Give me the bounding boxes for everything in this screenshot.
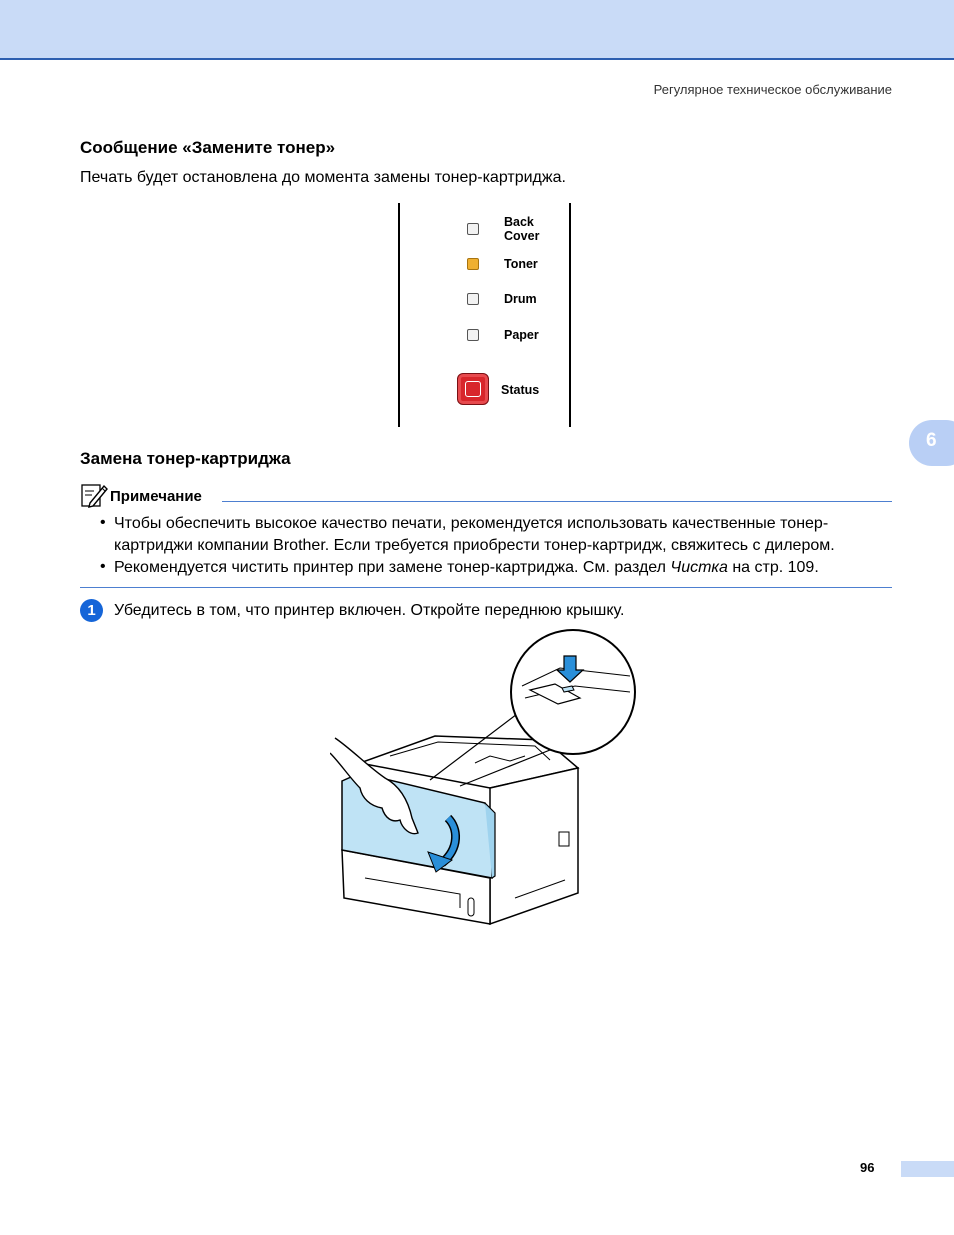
control-panel-figure bbox=[398, 203, 573, 427]
note-pencil-icon bbox=[80, 481, 108, 509]
note-bullet-1: Чтобы обеспечить высокое качество печати, рекомендуется использовать качественные тонер-картриджи компании Brother. Если требуется приобрести тонер-картридж, свяжитесь с дилером. bbox=[114, 515, 835, 554]
header-rule bbox=[0, 58, 954, 60]
back-cover-led bbox=[467, 223, 479, 235]
drum-led bbox=[467, 293, 479, 305]
paper-led bbox=[467, 329, 479, 341]
back-cover-label: Back Cover bbox=[504, 215, 540, 243]
bullet-marker: • bbox=[100, 514, 106, 531]
status-button bbox=[457, 373, 489, 405]
running-header: Регулярное техническое обслуживание bbox=[653, 82, 892, 97]
note-bullet-2: Рекомендуется чистить принтер при замене тонер-картриджа. См. раздел Чистка на стр. 109. bbox=[114, 559, 819, 576]
bullet-marker: • bbox=[100, 558, 106, 575]
note-bottom-rule bbox=[80, 587, 892, 588]
chapter-tab: 6 bbox=[909, 420, 954, 466]
page-number: 96 bbox=[860, 1160, 875, 1175]
toner-led bbox=[467, 258, 479, 270]
section-title-replace-toner: Замена тонер-картриджа bbox=[80, 449, 291, 468]
paper-label: Paper bbox=[504, 328, 539, 342]
panel-right-edge bbox=[569, 203, 571, 427]
step-1-text: Убедитесь в том, что принтер включен. Откройте переднюю крышку. bbox=[114, 602, 625, 619]
cleaning-link[interactable]: Чистка bbox=[670, 559, 728, 576]
header-band bbox=[0, 0, 954, 58]
panel-left-edge bbox=[398, 203, 400, 427]
section-body: Печать будет остановлена до момента замены тонер-картриджа. bbox=[80, 169, 566, 186]
note-title: Примечание bbox=[110, 488, 202, 505]
note-top-rule bbox=[222, 501, 892, 502]
status-label: Status bbox=[501, 383, 540, 397]
page-number-bar bbox=[901, 1161, 954, 1177]
toner-label: Toner bbox=[504, 257, 538, 271]
printer-open-cover-illustration bbox=[330, 628, 640, 930]
step-number-badge: 1 bbox=[80, 599, 103, 622]
drum-label: Drum bbox=[504, 292, 537, 306]
section-title-replace-toner-message: Сообщение «Замените тонер» bbox=[80, 138, 336, 157]
